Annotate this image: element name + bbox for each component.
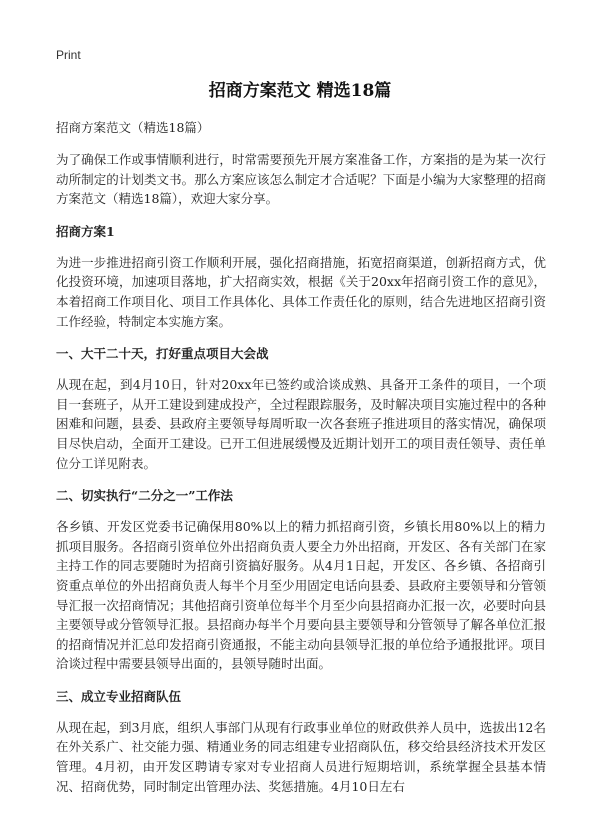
section-3-paragraph: 从现在起，到3月底，组织人事部门从现有行政事业单位的财政供养人员中，选拔出12名在外关系广、社交能力强、精通业务的同志组建专业招商队伍，移交给县经济技术开发区管理。4月初，由开发区聘请专家对专业招商人员进行短期培训，系统掌握全县基本情况、招商优势，同时制定出管理办法、奖惩措施。4月10日左右 xyxy=(56,719,546,794)
document-title: 招商方案范文 精选18篇 xyxy=(208,81,392,101)
intro-paragraph: 为了确保工作或事情顺利进行，时常需要预先开展方案准备工作，方案指的是为某一次行动所制定的计划类文书。那么方案应该怎么制定才合适呢？下面是小编为大家整理的招商方案范文（精选18篇），欢迎大家分享。 xyxy=(56,152,546,207)
section-heading-plan-1: 招商方案1 xyxy=(56,223,115,239)
print-link[interactable]: Print xyxy=(56,48,81,62)
section-heading-3: 三、成立专业招商队伍 xyxy=(56,688,182,704)
section-2-paragraph: 各乡镇、开发区党委书记确保用80%以上的精力抓招商引资，乡镇长用80%以上的精力抓项目服务。各招商引资单位外出招商负责人要全力外出招商，开发区、各有关部门在家主持工作的同志要随时为招商引资搞好服务。从4月1日起，开发区、各乡镇、各招商引资重点单位的外出招商负责人每半个月至少用固定电话向县委、县政府主要领导和分管领导汇报一次招商情况；其他招商引资单位每半个月至少向县招商办汇报一次，必要时向县主要领导或分管领导汇报。县招商办每半个月要向县主要领导和分管领导了解各单位汇报的招商情况并汇总印发招商引资通报，不能主动向县领导汇报的单位给予通报批评。项目洽谈过程中需要县领导出面的，县领导随时出面。 xyxy=(56,519,546,672)
document-subtitle: 招商方案范文（精选18篇） xyxy=(56,120,210,135)
section-heading-2: 二、切实执行“二分之一”工作法 xyxy=(56,488,233,504)
section-1-paragraph: 从现在起，到4月10日，针对20xx年已签约或洽谈成熟、具备开工条件的项目，一个项目一套班子，从开工建设到建成投产，全过程跟踪服务，及时解决项目实施过程中的各种困难和问题，县委、县政府主要领导每周听取一次各套班子推进项目的落实情况，确保项目尽快启动，全面开工建设。已开工但进展缓慢及近期计划开工的项目责任领导、责任单位分工详见附表。 xyxy=(56,377,546,471)
section-heading-1: 一、大干二十天，打好重点项目大会战 xyxy=(56,346,269,362)
plan-1-paragraph: 为进一步推进招商引资工作顺利开展，强化招商措施，拓宽招商渠道，创新招商方式，优化投资环境，加速项目落地，扩大招商实效，根据《关于20xx年招商引资工作的意见》，本着招商工作项目化、项目工作具体化、具体工作责任化的原则，结合先进地区招商引资工作经验，特制定本实施方案。 xyxy=(56,254,546,329)
document-body xyxy=(56,118,546,809)
